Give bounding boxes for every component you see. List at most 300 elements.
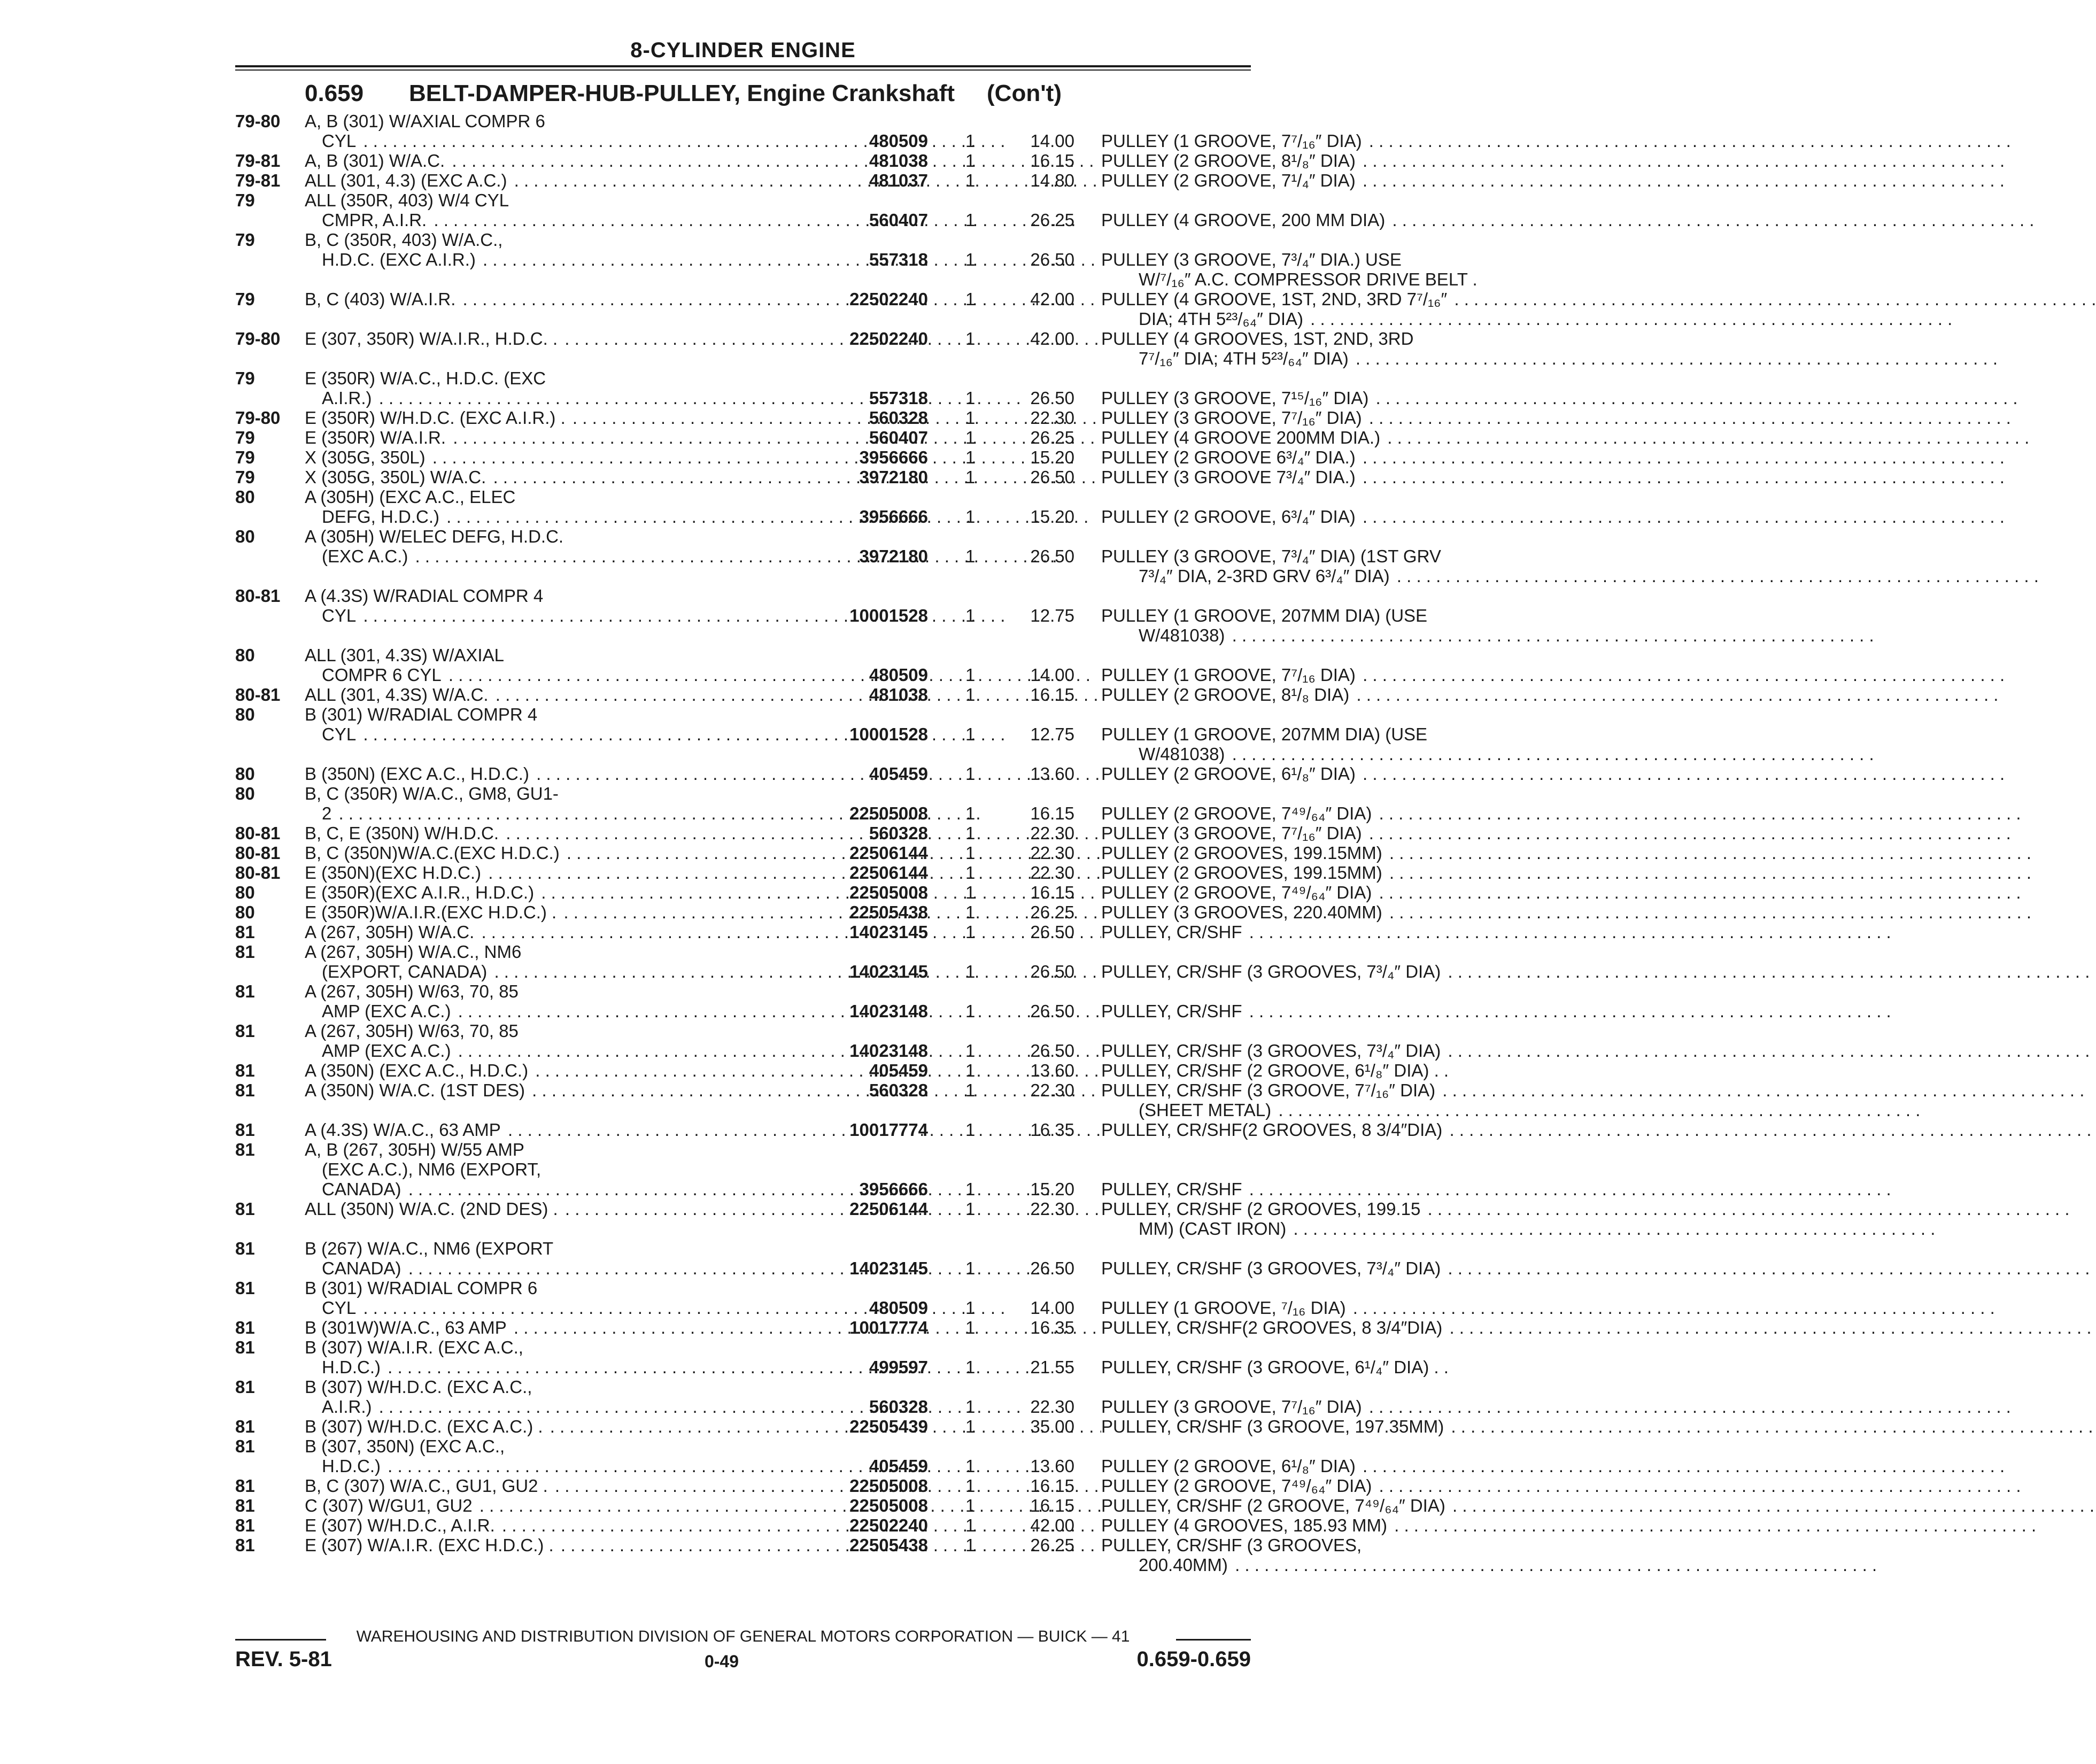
row-app: A (305H) (EXC A.C., ELEC bbox=[305, 487, 517, 507]
row-price: 26.50 bbox=[1030, 546, 1074, 566]
table-row bbox=[235, 230, 1251, 250]
row-qty: 1 bbox=[965, 922, 976, 942]
row-qty: 1 bbox=[965, 902, 976, 922]
row-app: CYL bbox=[322, 1298, 358, 1318]
row-year: 80 bbox=[235, 645, 255, 665]
row-qty: 1 bbox=[965, 1041, 976, 1061]
table-row bbox=[235, 309, 1303, 329]
row-part: 560328 bbox=[869, 408, 928, 428]
row-qty: 1 bbox=[965, 428, 976, 447]
row-app: ALL (350R, 403) W/4 CYL bbox=[305, 190, 511, 210]
row-part: 22505008 bbox=[849, 1476, 928, 1496]
row-app: B (301W)W/A.C., 63 AMP bbox=[305, 1318, 509, 1337]
table-row bbox=[235, 546, 1441, 566]
row-price: 26.25 bbox=[1030, 902, 1074, 922]
row-part: 3956666 bbox=[859, 1179, 928, 1199]
row-desc: PULLEY, CR/SHF bbox=[1101, 1001, 1244, 1021]
row-app: A (267, 305H) W/63, 70, 85 bbox=[305, 1021, 521, 1041]
row-app-cell bbox=[305, 1496, 748, 1515]
row-year: 81 bbox=[235, 1476, 255, 1496]
row-app: A (305H) W/ELEC DEFG, H.D.C. bbox=[305, 527, 566, 546]
table-row bbox=[235, 784, 1251, 803]
table-row bbox=[235, 388, 1369, 408]
row-desc: PULLEY (4 GROOVES, 185.93 MM) bbox=[1101, 1515, 1389, 1535]
row-app-cell bbox=[305, 645, 748, 665]
row-app: E (350R)W/A.I.R.(EXC H.D.C.) . bbox=[305, 902, 559, 922]
page-number: 0-49 bbox=[704, 1652, 739, 1671]
table-row bbox=[235, 685, 1350, 705]
row-desc-cell bbox=[1101, 388, 1486, 408]
row-qty: 1 bbox=[965, 803, 976, 823]
row-desc-cell bbox=[1101, 843, 1486, 863]
row-part: 14023148 bbox=[849, 1001, 928, 1021]
row-qty: 1 bbox=[965, 685, 976, 705]
row-app: A, B (301) W/A.C. bbox=[305, 151, 447, 171]
table-row bbox=[235, 1278, 1251, 1298]
table-row bbox=[235, 1258, 1441, 1278]
row-app-cell bbox=[305, 1337, 748, 1357]
table-row bbox=[235, 1456, 1356, 1476]
section-title bbox=[305, 80, 1246, 112]
row-year: 81 bbox=[235, 1278, 255, 1298]
row-desc: PULLEY (1 GROOVE, ⁷/₁₆ DIA) bbox=[1101, 1298, 1348, 1318]
row-price: 22.30 bbox=[1030, 823, 1074, 843]
row-desc: PULLEY (2 GROOVE, 6³/₄″ DIA) bbox=[1101, 507, 1358, 527]
row-desc-cell bbox=[1101, 1061, 1486, 1080]
row-part: 557318 bbox=[869, 250, 928, 269]
continued-label: (Con't) bbox=[987, 80, 1062, 106]
row-year: 79 bbox=[235, 230, 255, 250]
row-app-cell bbox=[305, 843, 748, 863]
row-desc-cell bbox=[1101, 863, 1486, 883]
row-part: 560328 bbox=[869, 1397, 928, 1417]
row-app-cell bbox=[322, 1456, 748, 1476]
row-price: 22.30 bbox=[1030, 863, 1074, 883]
row-app-cell bbox=[322, 507, 748, 527]
row-desc-cell bbox=[1101, 1476, 1486, 1496]
table-row bbox=[235, 1476, 1372, 1496]
table-row bbox=[235, 349, 1349, 368]
row-desc-cell bbox=[1139, 1555, 1486, 1575]
row-qty: 1 bbox=[965, 1061, 976, 1080]
row-desc-cell bbox=[1139, 744, 1486, 764]
row-desc-cell bbox=[1101, 507, 1486, 527]
row-app-cell bbox=[305, 1417, 748, 1436]
row-app: A (267, 305H) W/A.C., NM6 bbox=[305, 942, 523, 962]
table-row bbox=[235, 803, 1372, 823]
row-desc: PULLEY, CR/SHF (3 GROOVES, 7³/₄″ DIA) bbox=[1101, 1258, 1443, 1278]
row-year: 81 bbox=[235, 1061, 255, 1080]
row-qty: 1 bbox=[965, 843, 976, 863]
table-row bbox=[235, 705, 1251, 724]
row-price: 13.60 bbox=[1030, 764, 1074, 784]
row-part: 3956666 bbox=[859, 507, 928, 527]
row-part: 22505439 bbox=[849, 1417, 928, 1436]
table-row bbox=[235, 428, 1381, 447]
row-desc: DIA; 4TH 5²³/₆₄″ DIA) bbox=[1139, 309, 1305, 329]
row-qty: 1 bbox=[965, 467, 976, 487]
row-app-cell bbox=[305, 685, 748, 705]
row-desc: PULLEY, CR/SHF (2 GROOVE, 7⁴⁹/₆₄″ DIA) bbox=[1101, 1496, 1448, 1515]
row-app: A (4.3S) W/RADIAL COMPR 4 bbox=[305, 586, 545, 606]
table-row bbox=[235, 289, 1448, 309]
row-desc-cell bbox=[1101, 1397, 1486, 1417]
row-year: 80-81 bbox=[235, 863, 281, 883]
table-row bbox=[235, 250, 1402, 269]
row-price: 26.50 bbox=[1030, 962, 1074, 981]
table-row bbox=[235, 487, 1251, 507]
row-app: A (267, 305H) W/A.C. bbox=[305, 922, 476, 942]
row-part: 560407 bbox=[869, 210, 928, 230]
row-app-cell bbox=[305, 863, 748, 883]
row-desc-cell bbox=[1101, 1515, 1486, 1535]
row-app: CANADA) bbox=[322, 1179, 404, 1199]
row-price: 26.50 bbox=[1030, 1258, 1074, 1278]
row-desc-cell bbox=[1139, 1100, 1486, 1120]
row-qty: 1 bbox=[965, 507, 976, 527]
footer-distribution-text: WAREHOUSING AND DISTRIBUTION DIVISION OF GENERAL MOTORS CORPORATION — BUICK — 41 bbox=[351, 1628, 1135, 1645]
row-part: 22505008 bbox=[849, 883, 928, 902]
row-part: 480509 bbox=[869, 131, 928, 151]
row-part: 22506144 bbox=[849, 843, 928, 863]
row-desc: PULLEY (3 GROOVE, 7⁷/₁₆″ DIA) bbox=[1101, 1397, 1364, 1417]
row-desc: PULLEY (4 GROOVE, 200 MM DIA) bbox=[1101, 210, 1387, 230]
row-qty: 1 bbox=[965, 1417, 976, 1436]
row-app: E (350R) W/H.D.C. (EXC A.I.R.) . bbox=[305, 408, 568, 428]
row-app: A, B (301) W/AXIAL COMPR 6 bbox=[305, 111, 547, 131]
row-qty: 1 bbox=[965, 131, 976, 151]
row-price: 12.75 bbox=[1030, 724, 1074, 744]
row-app-cell bbox=[305, 190, 748, 210]
row-desc: 7³/₄″ DIA, 2-3RD GRV 6³/₄″ DIA) bbox=[1139, 566, 1392, 586]
header-rule-thick bbox=[235, 65, 1251, 67]
row-qty: 1 bbox=[965, 1515, 976, 1535]
table-row bbox=[235, 1120, 1443, 1140]
table-row bbox=[235, 1100, 1272, 1120]
row-desc-cell bbox=[1101, 250, 1486, 269]
row-qty: 1 bbox=[965, 823, 976, 843]
table-row bbox=[235, 111, 1251, 131]
row-app: X (305G, 350L) bbox=[305, 447, 428, 467]
row-app-cell bbox=[305, 823, 748, 843]
row-year: 79-81 bbox=[235, 171, 281, 190]
row-app: B (301) W/RADIAL COMPR 6 bbox=[305, 1278, 539, 1298]
table-row bbox=[235, 1219, 1287, 1239]
row-app-cell bbox=[305, 447, 748, 467]
row-qty: 1 bbox=[965, 1199, 976, 1219]
row-app: H.D.C.) bbox=[322, 1456, 383, 1476]
row-desc-cell bbox=[1101, 1080, 1486, 1100]
row-app: ALL (301, 4.3S) W/AXIAL bbox=[305, 645, 506, 665]
row-desc-cell bbox=[1101, 1298, 1486, 1318]
row-app-cell bbox=[305, 922, 748, 942]
row-app-cell bbox=[322, 1397, 748, 1417]
row-app: ALL (301, 4.3S) W/A.C. bbox=[305, 685, 491, 705]
row-year: 81 bbox=[235, 1496, 255, 1515]
row-app: AMP (EXC A.C.) bbox=[322, 1001, 453, 1021]
section-number: 0.659 bbox=[305, 80, 364, 106]
row-price: 22.30 bbox=[1030, 408, 1074, 428]
row-app: COMPR 6 CYL bbox=[322, 665, 444, 685]
row-part: 22502240 bbox=[849, 1515, 928, 1535]
row-part: 22505438 bbox=[849, 902, 928, 922]
row-app-cell bbox=[322, 250, 748, 269]
row-app-cell bbox=[305, 289, 748, 309]
row-part: 10001528 bbox=[849, 724, 928, 744]
row-year: 79 bbox=[235, 467, 255, 487]
row-app-cell bbox=[305, 1377, 748, 1397]
row-desc: 200.40MM) bbox=[1139, 1555, 1230, 1575]
table-row bbox=[235, 1199, 1421, 1219]
row-year: 81 bbox=[235, 1120, 255, 1140]
row-year: 79 bbox=[235, 190, 255, 210]
row-part: 480509 bbox=[869, 1298, 928, 1318]
row-desc-cell bbox=[1101, 665, 1486, 685]
row-app-cell bbox=[305, 1199, 748, 1219]
row-year: 81 bbox=[235, 1199, 255, 1219]
row-year: 79-81 bbox=[235, 151, 281, 171]
row-desc-cell bbox=[1101, 1041, 1486, 1061]
row-app: B (307, 350N) (EXC A.C., bbox=[305, 1436, 507, 1456]
row-app: E (350N)(EXC H.D.C.) bbox=[305, 863, 483, 883]
row-app-cell bbox=[322, 803, 748, 823]
row-year: 79 bbox=[235, 447, 255, 467]
table-row bbox=[235, 1496, 1445, 1515]
row-app-cell bbox=[305, 111, 748, 131]
row-qty: 1 bbox=[965, 724, 976, 744]
row-year: 79 bbox=[235, 368, 255, 388]
row-qty: 1 bbox=[965, 408, 976, 428]
row-desc: PULLEY (3 GROOVE, 7³/₄″ DIA.) USE bbox=[1101, 250, 1404, 269]
row-price: 16.15 bbox=[1030, 803, 1074, 823]
row-app-cell bbox=[305, 902, 748, 922]
row-app-cell bbox=[322, 210, 748, 230]
row-desc: PULLEY, CR/SHF bbox=[1101, 1179, 1244, 1199]
row-desc-cell bbox=[1101, 428, 1486, 447]
table-row bbox=[235, 645, 1251, 665]
row-desc-cell bbox=[1101, 131, 1486, 151]
row-part: 22505008 bbox=[849, 803, 928, 823]
row-desc: PULLEY (3 GROOVE, 7¹⁵/₁₆″ DIA) bbox=[1101, 388, 1371, 408]
row-app-cell bbox=[322, 1357, 748, 1377]
row-desc: 7⁷/₁₆″ DIA; 4TH 5²³/₆₄″ DIA) bbox=[1139, 349, 1351, 368]
table-row bbox=[235, 1318, 1443, 1337]
row-desc: PULLEY (2 GROOVE, 7⁴⁹/₆₄″ DIA) bbox=[1101, 803, 1374, 823]
row-part: 14023145 bbox=[849, 1258, 928, 1278]
footer-distribution-line bbox=[235, 1628, 1251, 1649]
row-price: 26.25 bbox=[1030, 210, 1074, 230]
row-app: ALL (301, 4.3) (EXC A.C.) bbox=[305, 171, 509, 190]
table-row bbox=[235, 566, 1390, 586]
table-row bbox=[235, 190, 1251, 210]
table-row bbox=[235, 329, 1414, 349]
row-price: 42.00 bbox=[1030, 289, 1074, 309]
row-price: 13.60 bbox=[1030, 1061, 1074, 1080]
row-year: 81 bbox=[235, 1377, 255, 1397]
row-app: B (307) W/H.D.C. (EXC A.C.) . bbox=[305, 1417, 545, 1436]
row-app-cell bbox=[305, 1436, 748, 1456]
table-row bbox=[235, 408, 1362, 428]
row-price: 26.50 bbox=[1030, 388, 1074, 408]
row-app: B (307) W/H.D.C. (EXC A.C., bbox=[305, 1377, 534, 1397]
row-desc: PULLEY (1 GROOVE, 207MM DIA) (USE bbox=[1101, 606, 1429, 625]
table-row bbox=[235, 1041, 1441, 1061]
table-row bbox=[235, 1001, 1251, 1021]
row-app-cell bbox=[305, 784, 748, 803]
row-app-cell bbox=[322, 131, 748, 151]
row-qty: 1 bbox=[965, 962, 976, 981]
table-row bbox=[235, 863, 1382, 883]
row-app-cell bbox=[305, 586, 748, 606]
row-desc-cell bbox=[1139, 625, 1486, 645]
table-row bbox=[235, 1377, 1251, 1397]
row-part: 405459 bbox=[869, 1061, 928, 1080]
row-app-cell bbox=[305, 1476, 748, 1496]
row-app-cell bbox=[322, 962, 748, 981]
table-row bbox=[235, 1357, 1449, 1377]
row-desc: PULLEY, CR/SHF (3 GROOVE, 7⁷/₁₆″ DIA) bbox=[1101, 1080, 1437, 1100]
row-part: 14023145 bbox=[849, 962, 928, 981]
row-desc: (SHEET METAL) bbox=[1139, 1100, 1273, 1120]
table-row bbox=[235, 1337, 1251, 1357]
row-desc-cell bbox=[1101, 803, 1486, 823]
row-app: CYL bbox=[322, 606, 358, 625]
row-part: 3972180 bbox=[859, 546, 928, 566]
row-desc-cell bbox=[1101, 1417, 1486, 1436]
row-year: 80 bbox=[235, 705, 255, 724]
row-app-cell bbox=[322, 1258, 748, 1278]
row-part: 557318 bbox=[869, 388, 928, 408]
row-price: 22.30 bbox=[1030, 1397, 1074, 1417]
row-part: 3972180 bbox=[859, 467, 928, 487]
row-app: X (305G, 350L) W/A.C. bbox=[305, 467, 488, 487]
row-qty: 1 bbox=[965, 171, 976, 190]
row-part: 14023145 bbox=[849, 922, 928, 942]
row-app: B, C (350R, 403) W/A.C., bbox=[305, 230, 505, 250]
row-desc-cell bbox=[1101, 606, 1486, 625]
row-app: H.D.C. (EXC A.I.R.) bbox=[322, 250, 478, 269]
table-row bbox=[235, 171, 1356, 190]
row-desc-cell bbox=[1139, 566, 1486, 586]
table-row bbox=[235, 1239, 1251, 1258]
row-app: AMP (EXC A.C.) bbox=[322, 1041, 453, 1061]
row-price: 26.25 bbox=[1030, 1535, 1074, 1555]
table-row bbox=[235, 764, 1356, 784]
row-price: 26.50 bbox=[1030, 922, 1074, 942]
row-qty: 1 bbox=[965, 764, 976, 784]
row-part: 405459 bbox=[869, 764, 928, 784]
row-year: 80-81 bbox=[235, 685, 281, 705]
row-year: 79-80 bbox=[235, 408, 281, 428]
row-desc: PULLEY, CR/SHF (3 GROOVES, 7³/₄″ DIA) bbox=[1101, 1041, 1443, 1061]
row-price: 16.15 bbox=[1030, 883, 1074, 902]
row-desc-cell bbox=[1101, 1357, 1486, 1377]
section-range: 0.659-0.659 bbox=[1136, 1647, 1251, 1671]
row-year: 80 bbox=[235, 902, 255, 922]
row-app-cell bbox=[305, 1278, 748, 1298]
row-app: (EXC A.C.), NM6 (EXPORT, bbox=[322, 1159, 543, 1179]
row-year: 81 bbox=[235, 922, 255, 942]
row-desc-cell bbox=[1101, 1456, 1486, 1476]
section-title-text: BELT-DAMPER-HUB-PULLEY, Engine Crankshaft bbox=[409, 80, 955, 106]
row-desc-cell bbox=[1101, 823, 1486, 843]
row-qty: 1 bbox=[965, 210, 976, 230]
row-part: 22505008 bbox=[849, 1496, 928, 1515]
row-desc: W/481038) bbox=[1139, 625, 1227, 645]
row-part: 560407 bbox=[869, 428, 928, 447]
row-desc: MM) (CAST IRON) bbox=[1139, 1219, 1288, 1239]
row-year: 81 bbox=[235, 1140, 255, 1159]
row-part: 3956666 bbox=[859, 447, 928, 467]
row-app-cell bbox=[305, 942, 748, 962]
row-price: 15.20 bbox=[1030, 1179, 1074, 1199]
row-app-cell bbox=[305, 1120, 748, 1140]
row-desc-cell bbox=[1101, 1199, 1486, 1219]
row-year: 80 bbox=[235, 784, 255, 803]
table-row bbox=[235, 902, 1382, 922]
row-price: 42.00 bbox=[1030, 1515, 1074, 1535]
table-row bbox=[235, 843, 1382, 863]
row-desc-cell bbox=[1101, 922, 1486, 942]
row-qty: 1 bbox=[965, 1496, 976, 1515]
row-app: B (267) W/A.C., NM6 (EXPORT bbox=[305, 1239, 555, 1258]
row-price: 26.25 bbox=[1030, 428, 1074, 447]
row-desc-cell bbox=[1139, 1219, 1486, 1239]
row-qty: 1 bbox=[965, 1179, 976, 1199]
row-desc: PULLEY (2 GROOVES, 199.15MM) bbox=[1101, 843, 1385, 863]
row-part: 10017774 bbox=[849, 1318, 928, 1337]
row-desc: W/⁷/₁₆″ A.C. COMPRESSOR DRIVE BELT . bbox=[1139, 269, 1480, 289]
row-price: 21.55 bbox=[1030, 1357, 1074, 1377]
row-desc: PULLEY (1 GROOVE, 7⁷/₁₆″ DIA) bbox=[1101, 131, 1364, 151]
row-qty: 1 bbox=[965, 1357, 976, 1377]
row-desc: PULLEY, CR/SHF(2 GROOVES, 8 3/4″DIA) bbox=[1101, 1318, 1444, 1337]
table-row bbox=[235, 1140, 1251, 1159]
row-desc-cell bbox=[1101, 151, 1486, 171]
row-qty: 1 bbox=[965, 447, 976, 467]
row-part: 481038 bbox=[869, 685, 928, 705]
row-app: E (307) W/H.D.C., A.I.R. bbox=[305, 1515, 497, 1535]
row-desc-cell bbox=[1101, 1258, 1486, 1278]
row-app-cell bbox=[322, 546, 748, 566]
row-app-cell bbox=[305, 527, 748, 546]
table-row bbox=[235, 1159, 1251, 1179]
row-desc-cell bbox=[1101, 1318, 1486, 1337]
row-app: E (350R)(EXC A.I.R., H.D.C.) bbox=[305, 883, 536, 902]
row-price: 16.15 bbox=[1030, 1476, 1074, 1496]
row-qty: 1 bbox=[965, 1001, 976, 1021]
table-row bbox=[235, 744, 1251, 764]
row-app: (EXPORT, CANADA) bbox=[322, 962, 489, 981]
row-price: 35.00 bbox=[1030, 1417, 1074, 1436]
row-part: 405459 bbox=[869, 1456, 928, 1476]
row-year: 81 bbox=[235, 1436, 255, 1456]
row-year: 81 bbox=[235, 1515, 255, 1535]
row-app: E (350R) W/A.C., H.D.C. (EXC bbox=[305, 368, 548, 388]
table-row bbox=[235, 606, 1428, 625]
row-app-cell bbox=[305, 428, 748, 447]
row-price: 42.00 bbox=[1030, 329, 1074, 349]
row-desc: PULLEY (1 GROOVE, 207MM DIA) (USE bbox=[1101, 724, 1429, 744]
row-desc: W/481038) bbox=[1139, 744, 1227, 764]
row-year: 81 bbox=[235, 1080, 255, 1100]
table-row bbox=[235, 922, 1251, 942]
row-app-cell bbox=[305, 1080, 748, 1100]
row-price: 12.75 bbox=[1030, 606, 1074, 625]
page-header: 8-CYLINDER ENGINE bbox=[630, 38, 856, 62]
row-desc: PULLEY (3 GROOVE, 7⁷/₁₆″ DIA) bbox=[1101, 408, 1364, 428]
row-year: 79-80 bbox=[235, 111, 281, 131]
